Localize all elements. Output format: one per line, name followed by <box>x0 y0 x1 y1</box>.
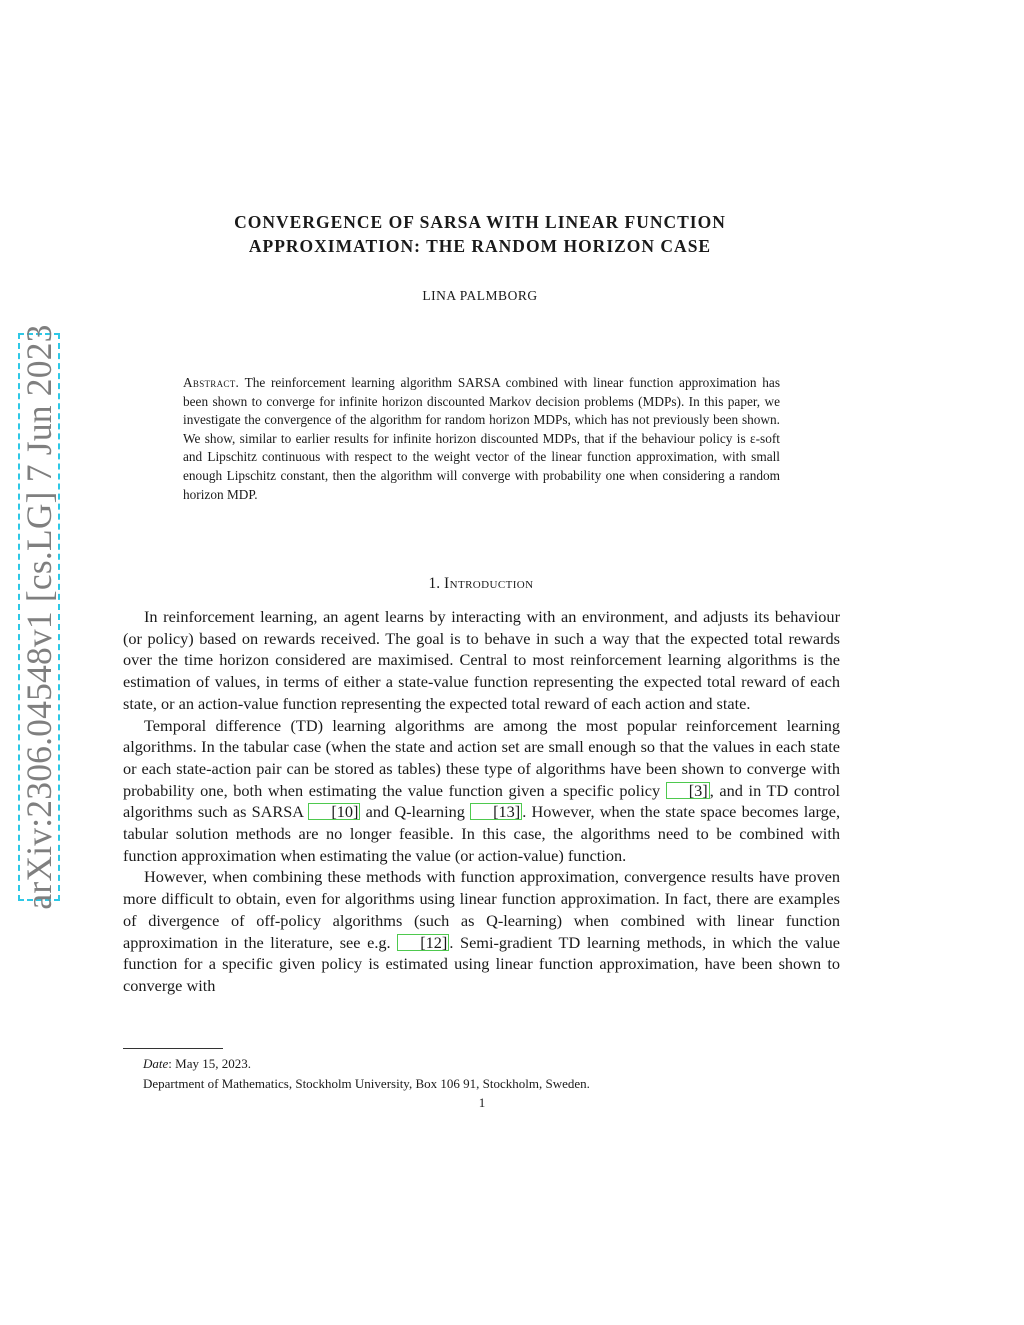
abstract-label: Abstract. <box>183 375 240 390</box>
citation-link-12[interactable]: [12] <box>397 934 449 951</box>
date-label: Date <box>143 1056 169 1071</box>
paragraph-3-text-b: . Semi-gradient TD learning methods, in which the value function for a specific given policy is estimated using linear function approximation, have been shown to converge with <box>123 932 841 995</box>
title-line-2: APPROXIMATION: THE RANDOM HORIZON CASE <box>248 236 712 256</box>
citation-link-10[interactable]: [10] <box>308 803 360 820</box>
date-value: : May 15, 2023. <box>168 1056 251 1071</box>
paragraph-2-text-c: and Q-learning <box>365 802 465 822</box>
paragraph-2-text-d: . However, when the state space becomes large, tabular solution methods are no longer feasible. In this case, the algorithms need to be combined with function approximation when estimating the value (or action-value) function. <box>123 802 841 865</box>
citation-link-13[interactable]: [13] <box>470 803 522 820</box>
paragraph-2-text-a: Temporal difference (TD) learning algorithms are among the most popular reinforcement learning algorithms. In the tabular case (when the state and action set are small enough so that the values in each state or each state-action pair can be stored as tables) these type of algorithms have been shown to converge with probability one, both when estimating the value function given a specific policy <box>123 715 840 800</box>
section-title: Introduction <box>444 575 534 592</box>
body-text <box>123 606 840 997</box>
footnotes <box>143 1054 843 1093</box>
paper-title <box>150 210 810 258</box>
footnote-rule <box>123 1048 223 1049</box>
author-name: LINA PALMBORG <box>422 288 538 303</box>
abstract <box>183 374 780 504</box>
arxiv-stamp[interactable]: arXiv:2306.04548v1 [cs.LG] 7 Jun 2023 <box>19 324 59 910</box>
abstract-text: The reinforcement learning algorithm SARSA combined with linear function approximation has been shown to converge for infinite horizon discounted Markov decision problems (MDPs). In this paper, we investigate the convergence of the algorithm for random horizon MDPs, which has not previously been shown. We show, similar to earlier results for infinite horizon discounted MDPs, that if the behaviour policy is ε-soft and Lipschitz continuous with respect to the weight vector of the linear function approximation, with small enough Lipschitz constant, then the algorithm will converge with probability one when considering a random horizon MDP. <box>183 375 780 502</box>
paragraph-2 <box>123 715 840 867</box>
footnote-date <box>143 1054 843 1074</box>
page-number: 1 <box>478 1095 486 1110</box>
paragraph-1: In reinforcement learning, an agent learns by interacting with an environment, and adjusts its behaviour (or policy) based on rewards received. The goal is to behave in such a way that the expected total rewards over the time horizon considered are maximised. Central to most reinforcement learning algorithms is the estimation of values, in terms of either a state-value function representing the expected total reward of each state, or an action-value function representing the expected total reward of each action and state. <box>123 607 840 713</box>
paragraph-2-text-b: , and in TD control algorithms such as SARSA <box>123 780 840 822</box>
paragraph-3-text-a: However, when combining these methods with function approximation, convergence results have proven more difficult to obtain, even for algorithms using linear function approximation. In fact, there are examples of divergence of off-policy algorithms (such as Q-learning) when combined with linear function approximation in the literature, see e.g. <box>123 867 840 952</box>
citation-link-3[interactable]: [3] <box>666 782 710 799</box>
title-line-1: CONVERGENCE OF SARSA WITH LINEAR FUNCTION <box>234 212 726 232</box>
section-heading <box>300 575 662 593</box>
footnote-affiliation: Department of Mathematics, Stockholm University, Box 106 91, Stockholm, Sweden. <box>143 1075 590 1091</box>
paragraph-3 <box>123 866 840 996</box>
section-number: 1. <box>428 575 441 592</box>
